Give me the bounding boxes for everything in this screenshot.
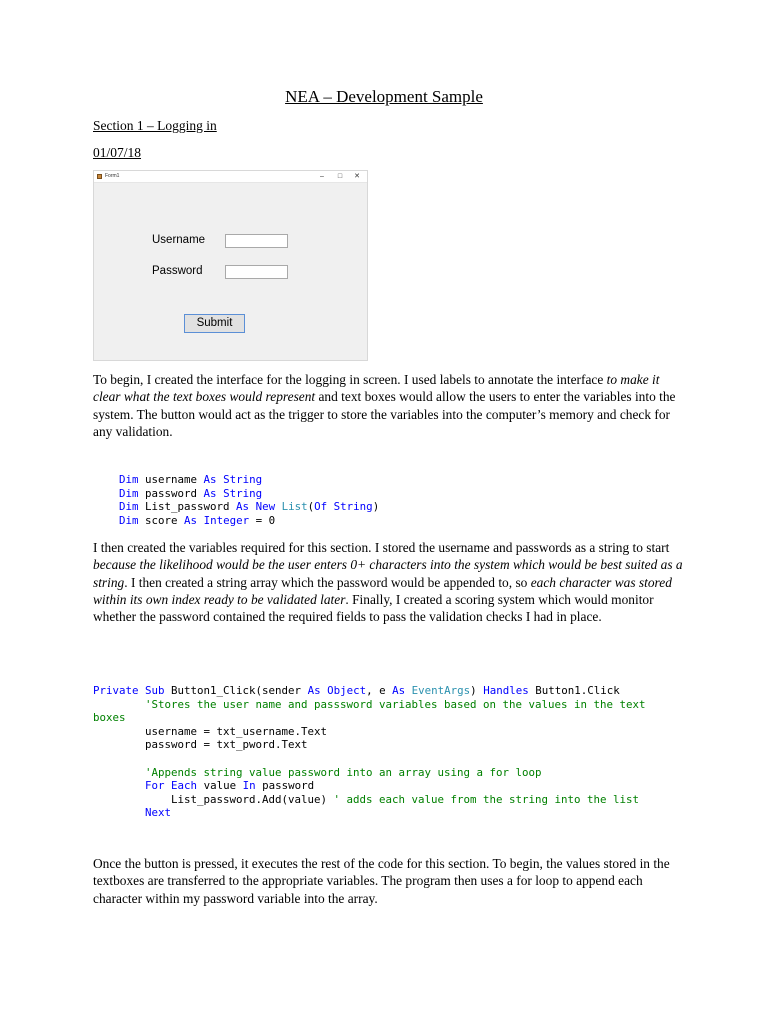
code-token: Handles	[483, 684, 529, 697]
code-token: String	[223, 473, 263, 486]
date-label: 01/07/18	[93, 145, 142, 160]
code-line	[93, 779, 646, 793]
code-token: As	[184, 513, 198, 527]
paragraph-interface	[93, 371, 683, 440]
code-token: ' adds each value from the string into the list	[333, 792, 640, 806]
close-icon: ✕	[354, 173, 360, 180]
code-token: List	[281, 500, 308, 514]
code-line	[93, 806, 646, 820]
code-line	[93, 698, 646, 712]
code-token: )	[470, 684, 484, 697]
code-token: As	[307, 684, 321, 697]
code-line	[93, 514, 379, 528]
code-token: Sub	[145, 684, 165, 697]
code-block-button-click	[93, 684, 646, 820]
code-line	[93, 738, 646, 752]
maximize-icon: □	[337, 173, 343, 180]
code-token: Integer	[203, 513, 250, 527]
code-token: Dim	[119, 486, 139, 500]
para1-text-b: to make it clear what the text boxes would represent	[93, 372, 660, 405]
code-token: 'Stores the user name and passsword variables based on the values in the text	[145, 697, 646, 711]
form-app-icon	[97, 174, 102, 179]
code-token	[93, 698, 145, 711]
code-token: Next	[145, 806, 172, 820]
password-input	[225, 265, 288, 279]
code-token: score	[138, 513, 185, 527]
code-token: password	[255, 779, 315, 793]
password-label: Password	[152, 265, 203, 277]
code-token: Button1_Click(sender	[164, 684, 308, 697]
code-line	[93, 711, 646, 725]
code-token: As	[203, 473, 217, 486]
code-token: In	[242, 779, 256, 793]
code-token: )	[372, 500, 380, 514]
code-token	[93, 473, 119, 486]
para1-text-a: To begin, I created the interface for the logging in screen. I used labels to annotate the interface	[93, 372, 607, 387]
code-token: New	[255, 500, 276, 514]
code-token: = 0	[249, 513, 276, 527]
code-token: password	[138, 486, 204, 500]
code-token: password = txt_pword.Text	[93, 738, 308, 752]
code-token: List_password	[138, 500, 237, 514]
code-line	[93, 473, 379, 487]
code-token: Dim	[119, 473, 139, 486]
username-label: Username	[152, 234, 206, 246]
code-token: As	[203, 486, 217, 500]
code-token: value	[197, 779, 243, 793]
para2-text-b: because the likelihood would be the user enters 0+ characters into the system which would be best suited as a string	[93, 557, 683, 590]
minimize-icon: –	[320, 173, 324, 180]
code-token: EventArgs	[411, 684, 471, 697]
paragraph-button-explanation: Once the button is pressed, it executes the rest of the code for this section. To begin, the values stored in the textboxes are transferred to the appropriate variables. The program then uses a for loop to append each character within my password variable into the array.	[93, 856, 670, 906]
code-token	[93, 487, 119, 500]
code-token: Button1.Click	[528, 684, 620, 697]
code-token: String	[333, 500, 373, 514]
code-token: As	[236, 500, 250, 514]
code-token	[93, 766, 145, 779]
para2-text-d: each character was stored within its own index ready to be validated later	[93, 574, 672, 607]
code-line	[93, 793, 646, 807]
para2-text-c: . I then created a string array which the password would be appended to, so	[124, 574, 531, 590]
code-line	[93, 766, 646, 780]
code-token: Of	[314, 500, 328, 514]
code-token	[93, 779, 145, 792]
code-token: username	[138, 473, 204, 486]
para2-text-a: I then created the variables required for this section. I stored the username and passwords as a string to start	[93, 540, 670, 555]
para1-text-c: and text boxes would allow the users to enter the variables into the system. The button would act as the trigger to store the variables into the computer’s memory and check for any validation.	[93, 389, 676, 439]
form-titlebar	[94, 171, 367, 183]
code-line	[93, 752, 646, 766]
code-token: Dim	[119, 513, 139, 527]
code-token: As	[392, 684, 406, 697]
code-token: username = txt_username.Text	[93, 724, 328, 738]
username-input	[225, 234, 288, 248]
paragraph-variables	[93, 539, 683, 625]
form-window-title: Form1	[105, 173, 120, 179]
code-token: Object	[327, 684, 367, 697]
code-line	[93, 487, 379, 501]
code-token	[93, 514, 119, 527]
code-token: 'Appends string value password into an array using a for loop	[145, 765, 542, 779]
code-line	[93, 684, 646, 698]
code-line	[93, 725, 646, 739]
document-title: NEA – Development Sample	[285, 87, 483, 106]
code-token: boxes	[93, 711, 126, 725]
code-token: List_password.Add(value)	[93, 792, 334, 806]
submit-button: Submit	[184, 314, 245, 333]
code-token: Private	[93, 684, 139, 697]
code-token	[93, 500, 119, 513]
code-token: , e	[366, 684, 393, 697]
code-token: Each	[171, 779, 198, 793]
code-token	[93, 806, 145, 819]
para2-text-e: . Finally, I created a scoring system which would monitor whether the password contained the required fields to pass the validation checks I had in place.	[93, 591, 654, 625]
code-token: String	[223, 486, 263, 500]
code-line	[93, 500, 379, 514]
code-token: (	[307, 500, 315, 514]
code-token: Dim	[119, 500, 139, 514]
code-block-variables	[93, 473, 379, 527]
code-token: For	[145, 779, 165, 793]
login-form-screenshot	[93, 170, 368, 361]
section-heading: Section 1 – Logging in	[93, 118, 217, 133]
